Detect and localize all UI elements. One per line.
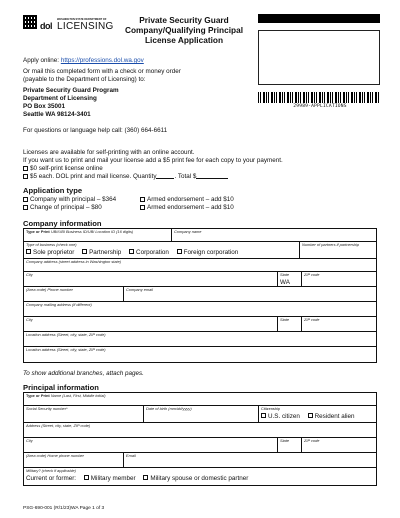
logo-agency-line: WASHINGTON STATE DEPARTMENT OF xyxy=(57,18,107,21)
company-email-field[interactable] xyxy=(124,287,376,301)
partnership-option[interactable] xyxy=(82,249,121,256)
ssn-label: Social Security number* xyxy=(26,406,68,411)
company-state-label: State xyxy=(280,272,290,277)
principal-name-label: Name (Last, First, Middle initial) xyxy=(50,393,106,398)
company-mailing-address-field[interactable] xyxy=(24,302,376,316)
principal-address-label: Address (Street, city, state, ZIP code) xyxy=(26,423,91,428)
mail-instructions-1: Or mail this completed form with a check or money order xyxy=(23,68,181,75)
sole-proprietor-checkbox[interactable] xyxy=(26,249,31,254)
principal-row-city xyxy=(24,438,376,453)
company-row-mailing-address xyxy=(24,302,376,317)
sole-proprietor-label: Sole proprietor xyxy=(33,248,75,256)
principal-row-address xyxy=(24,423,376,438)
company-row-ubi xyxy=(24,229,376,242)
help-phone-line: For questions or language help call: (360) 664-6611 xyxy=(23,127,168,134)
principal-type-or-print-label: Type or Print xyxy=(26,393,50,398)
citizenship-options xyxy=(261,413,374,420)
military-member-checkbox[interactable] xyxy=(84,475,89,480)
company-phone-label: (Area code) Phone number xyxy=(26,287,73,292)
principal-name-field[interactable] xyxy=(24,393,376,405)
dol-print-label-a: $5 each. DOL print and mail license. Quantity xyxy=(30,173,157,180)
principal-row-name xyxy=(24,393,376,406)
principal-city-label: City xyxy=(26,438,33,443)
print-info-line-2: If you want us to print and mail your license add a $5 print fee for each copy to your payment. xyxy=(23,157,283,164)
quantity-field[interactable] xyxy=(156,173,174,179)
citizenship-field xyxy=(259,406,376,422)
military-spouse-option[interactable] xyxy=(143,475,248,482)
mail-address-2: Department of Licensing xyxy=(23,95,97,102)
dol-print-option[interactable] xyxy=(23,173,228,181)
principal-row-phone xyxy=(24,453,376,468)
armed-endorsement-checkbox-1[interactable] xyxy=(140,197,145,202)
black-header-bar xyxy=(258,14,380,23)
foreign-corporation-option[interactable] xyxy=(177,249,239,256)
company-name-field[interactable] xyxy=(172,229,376,241)
ubi-field[interactable] xyxy=(24,229,172,241)
self-print-label: $0 self-print license online xyxy=(30,165,103,172)
company-address-label: Company address (street address in Washington state) xyxy=(26,259,122,264)
company-row-address xyxy=(24,259,376,272)
type-or-print-label: Type or Print xyxy=(26,229,50,234)
company-row-city xyxy=(24,272,376,287)
us-citizen-checkbox[interactable] xyxy=(261,413,266,418)
us-citizen-label: U.S. citizen xyxy=(268,412,300,420)
company-email-label: Company email xyxy=(126,287,154,292)
military-options xyxy=(26,475,374,482)
barcode-text: 29989-APPLICATIONS xyxy=(293,104,347,109)
location-address-field-2[interactable] xyxy=(24,347,376,362)
logo-licensing-word: LICENSING xyxy=(57,21,114,32)
application-type-heading: Application type xyxy=(23,186,83,195)
company-with-principal-label: Company with principal – $364 xyxy=(30,196,117,203)
principal-information-table xyxy=(23,392,377,486)
principal-row-ssn xyxy=(24,406,376,423)
number-of-partners-label: Number of partners if partnership xyxy=(302,242,360,247)
principal-zip-field[interactable] xyxy=(302,438,376,452)
mail-address-3: PO Box 35001 xyxy=(23,103,66,110)
armed-endorsement-label-2: Armed endorsement – add $10 xyxy=(147,204,234,211)
company-city-label: City xyxy=(26,272,33,277)
company-state-field[interactable] xyxy=(278,272,302,286)
company-zip-field[interactable] xyxy=(302,272,376,286)
partnership-label: Partnership xyxy=(89,248,122,256)
self-print-checkbox[interactable] xyxy=(23,166,28,171)
corporation-checkbox[interactable] xyxy=(129,249,134,254)
military-field xyxy=(24,468,376,485)
number-of-partners-field[interactable] xyxy=(300,242,376,258)
foreign-corporation-label: Foreign corporation xyxy=(183,248,239,256)
home-phone-label: (Area code) Home phone number xyxy=(26,453,84,458)
dol-logo xyxy=(23,15,114,41)
company-address-field[interactable] xyxy=(24,259,376,271)
mail-address-4: Seattle WA 98124-3401 xyxy=(23,111,91,118)
apply-online-label: Apply online: xyxy=(23,57,60,64)
principal-city-field[interactable] xyxy=(24,438,278,452)
home-phone-field[interactable] xyxy=(24,453,124,467)
mail-instructions-2: (payable to the Department of Licensing) to: xyxy=(23,76,146,83)
principal-zip-label: ZIP code xyxy=(304,438,320,443)
principal-address-field[interactable] xyxy=(24,423,376,437)
principal-state-field[interactable] xyxy=(278,438,302,452)
military-member-label: Military member xyxy=(90,474,136,482)
resident-alien-checkbox[interactable] xyxy=(308,413,313,418)
principal-state-label: State xyxy=(280,438,290,443)
principal-email-field[interactable] xyxy=(124,453,376,467)
form-footer: PSG-690-001 (R/1/23)WA Page 1 of 3 xyxy=(23,506,105,511)
mailing-zip-field[interactable] xyxy=(302,317,376,331)
total-field[interactable] xyxy=(196,173,228,179)
form-title xyxy=(120,15,248,45)
dol-print-label-b: . Total $ xyxy=(174,173,197,180)
mailing-city-label: City xyxy=(26,317,33,322)
title-line-1: Private Security Guard xyxy=(139,15,229,25)
company-row-phone xyxy=(24,287,376,302)
partnership-checkbox[interactable] xyxy=(82,249,87,254)
principal-email-label: Email xyxy=(126,453,136,458)
qr-code xyxy=(23,15,37,29)
change-of-principal-checkbox[interactable] xyxy=(23,205,28,210)
military-spouse-label: Military spouse or domestic partner xyxy=(150,474,249,482)
business-type-label: Type of business (check one) xyxy=(26,242,77,247)
ubi-label: UBI/UBI Business ID/UBI Location ID (16 digits) xyxy=(50,229,134,234)
ssn-field[interactable] xyxy=(24,406,144,422)
resident-alien-label: Resident alien xyxy=(314,412,355,420)
location-address-label-2: Location address (Street, city, state, ZIP code) xyxy=(26,347,106,352)
principal-row-military xyxy=(24,468,376,485)
company-with-principal-option[interactable] xyxy=(23,196,116,204)
mailing-city-field[interactable] xyxy=(24,317,278,331)
barcode xyxy=(258,92,380,103)
corporation-option[interactable] xyxy=(129,249,169,256)
mailing-state-field[interactable] xyxy=(278,317,302,331)
company-phone-field[interactable] xyxy=(24,287,124,301)
location-address-field-1[interactable] xyxy=(24,332,376,346)
military-spouse-checkbox[interactable] xyxy=(143,475,148,480)
company-information-table xyxy=(23,228,377,363)
company-row-location-2 xyxy=(24,347,376,362)
logo-dol-mark: dol xyxy=(40,21,52,31)
armed-endorsement-label-1: Armed endorsement – add $10 xyxy=(147,196,234,203)
mailing-zip-label: ZIP code xyxy=(304,317,320,322)
business-type-options xyxy=(26,249,297,256)
self-print-option[interactable] xyxy=(23,165,103,173)
company-mailing-address-label: Company mailing address (if different) xyxy=(26,302,92,307)
resident-alien-option[interactable] xyxy=(308,413,355,420)
citizenship-label: Citizenship xyxy=(261,406,281,411)
apply-online-link[interactable]: https://professions.dol.wa.gov xyxy=(60,57,144,64)
print-info-line-1: Licenses are available for self-printing with an online account. xyxy=(23,149,195,156)
mailing-state-label: State xyxy=(280,317,290,322)
business-type-field xyxy=(24,242,300,258)
mail-address-1: Private Security Guard Program xyxy=(23,87,119,94)
company-zip-label: ZIP code xyxy=(304,272,320,277)
date-of-birth-field[interactable] xyxy=(144,406,259,422)
armed-endorsement-option-2[interactable] xyxy=(140,204,234,212)
company-information-heading: Company information xyxy=(23,219,102,228)
corporation-label: Corporation xyxy=(136,248,169,256)
military-member-option[interactable] xyxy=(84,475,136,482)
current-or-former-label: Current or former: xyxy=(26,474,77,482)
us-citizen-option[interactable] xyxy=(261,413,300,420)
company-row-business-type xyxy=(24,242,376,259)
military-label: Military? (check if applicable) xyxy=(26,468,76,473)
additional-branches-note: To show additional branches, attach pages. xyxy=(23,370,144,377)
company-with-principal-checkbox[interactable] xyxy=(23,197,28,202)
change-of-principal-option[interactable] xyxy=(23,204,102,212)
company-row-mailing-city xyxy=(24,317,376,332)
dol-print-checkbox[interactable] xyxy=(23,174,28,179)
armed-endorsement-option-1[interactable] xyxy=(140,196,234,204)
title-line-3: License Application xyxy=(144,35,224,45)
date-of-birth-label: Date of birth (mm/dd/yyyy) xyxy=(146,406,192,411)
armed-endorsement-checkbox-2[interactable] xyxy=(140,205,145,210)
company-name-label: Company name xyxy=(174,229,202,234)
sole-proprietor-option[interactable] xyxy=(26,249,74,256)
company-state-value: WA xyxy=(280,278,290,286)
change-of-principal-label: Change of principal – $80 xyxy=(30,204,102,211)
foreign-corporation-checkbox[interactable] xyxy=(177,249,182,254)
location-address-label-1: Location address (Street, city, state, ZIP code) xyxy=(26,332,106,337)
principal-information-heading: Principal information xyxy=(23,383,99,392)
company-city-field[interactable] xyxy=(24,272,278,286)
office-use-box xyxy=(258,30,380,85)
apply-online-line xyxy=(23,57,144,65)
company-row-location-1 xyxy=(24,332,376,347)
title-line-2: Company/Qualifying Principal xyxy=(124,25,244,35)
